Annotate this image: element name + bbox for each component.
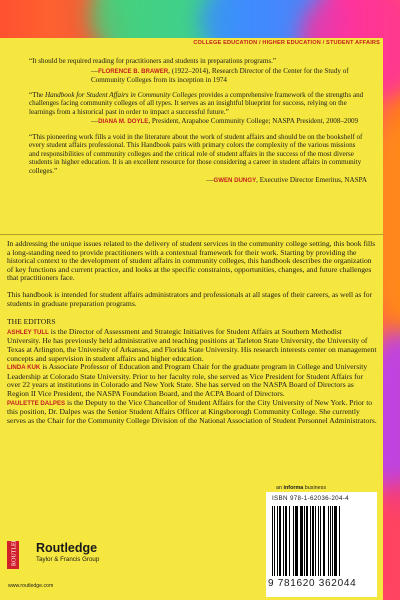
description-paragraph: In addressing the unique issues related to the delivery of student services in the community college setting, this book fills a long-standing need to provide practitioners with a contextual framework for their work. Starting by providing the historical context to the development of student affairs in community colleges, this handbook describes the organization of key functions and current practice, and looks at the specific constraints, opportunities, changes, and future challenges that practitioners face. bbox=[7, 239, 376, 283]
quote-author-desc: , President, Arapahoe Community College; NASPA President, 2008–2009 bbox=[148, 117, 359, 125]
description-paragraph: This handbook is intended for student affairs administrators and professionals at all stages of their careers, as well as for students in graduate preparation programs. bbox=[7, 289, 373, 308]
quote-author: DIANA M. DOYLE bbox=[98, 118, 149, 125]
editor-name: LINDA KUK bbox=[7, 364, 41, 372]
quote-attribution: —DIANA M. DOYLE, President, Arapahoe Community College; NASPA President, 2008–2009 bbox=[91, 117, 359, 125]
endorsement-3 bbox=[29, 133, 367, 186]
barcode bbox=[266, 492, 377, 597]
publisher-name: Routledge bbox=[36, 541, 98, 555]
quote-author-desc: , (1922–2014), Research Director of the Center for the Study of Community Colleges from its inception in 1974 bbox=[91, 66, 349, 84]
editors-heading: THE EDITORS bbox=[7, 317, 56, 327]
publisher-group: Taylor & Francis Group bbox=[36, 556, 100, 563]
editor-name: PAULETTE DALPES bbox=[7, 399, 66, 407]
svg-text:ROUTLEDGE: ROUTLEDGE bbox=[11, 541, 18, 566]
isbn-label: ISBN 978-1-62036-204-4 bbox=[272, 495, 349, 502]
editor-name: ASHLEY TULL bbox=[7, 328, 49, 336]
quote-author: FLORENCE B. BRAWER bbox=[98, 67, 169, 75]
quote-attribution: —FLORENCE B. BRAWER, (1922–2014), Research Director of the Center for the Study of Community Colleges from its inception in 1974 bbox=[91, 66, 349, 84]
category-label: COLLEGE EDUCATION / HIGHER EDUCATION / STUDENT AFFAIRS bbox=[193, 40, 380, 46]
ean-number: 9 781620 362044 bbox=[268, 578, 357, 589]
barcode-bars bbox=[272, 506, 372, 576]
editor-bio: PAULETTE DALPES is the Deputy to the Vice Chancellor of Student Affairs for the City University of New York. Prior to this position, Dr. Dalpes was the Senior Student Affairs Officer at Kingsborough Community College. She currently serves as the Chair for the Community College Division of the National Association of Student Personnel Administrators. bbox=[7, 397, 377, 425]
quote-author-desc: , Executive Director Emeritus, NASPA bbox=[256, 176, 367, 184]
editor-bio: LINDA KUK is Associate Professor of Education and Program Chair for the graduate program in College and University Leadership at Colorado State University. Prior to her faculty role, she served as Vice President for Student Affairs for over 22 years at institutions in Colorado and New York State. She has served on the NASPA Board of Directors as Region II Vice President, the NASPA Foundation Board, and the ACPA Board of Directors. bbox=[7, 362, 368, 398]
quote-attribution: —GWEN DUNGY, Executive Director Emeritus, NASPA bbox=[206, 176, 367, 184]
book-title: Handbook for Student Affairs in Community Colleges bbox=[44, 90, 197, 99]
barcode-stripe bbox=[340, 506, 341, 576]
routledge-logo-icon bbox=[7, 541, 19, 569]
editor-bio: ASHLEY TULL is the Director of Assessment and Strategic Initiatives for Student Affairs at Southern Methodist University. He has previously held administrative and teaching positions at Tarleton State University, the University of Texas at Arlington, the University of Arkansas, and Florida State University. His research interests center on management concepts and supervision in student affairs and higher education. bbox=[7, 326, 377, 363]
informa-tagline: an informa business bbox=[276, 485, 327, 491]
quote-text: “The Handbook for Student Affairs in Community Colleges provides a comprehensive framework of the strengths and challenges facing community colleges of all types. It serves as an insightful blueprint for success, relying on the learnings from a historical past in order to impact a successful future.” bbox=[29, 90, 364, 116]
publisher-url[interactable]: www.routledge.com bbox=[8, 583, 54, 589]
quote-author: GWEN DUNGY bbox=[213, 177, 257, 184]
endorsements bbox=[29, 57, 367, 192]
quote-text: “It should be required reading for practitioners and students in preparations programs.” bbox=[29, 57, 277, 65]
endorsement-1 bbox=[29, 57, 367, 85]
description-section bbox=[7, 240, 377, 425]
quote-text: “This pioneering work fills a void in the literature about the work of student affairs and should be on the bookshelf of every student affairs professional. This Handbook pairs with primary colors the complexity of the various missions and responsibilities of community colleges and the critical role of student affairs in the success of the most diverse students in higher education. It is an excellent resource for those considering a career in student affairs in community colleges.” bbox=[29, 132, 363, 175]
divider bbox=[0, 234, 383, 235]
endorsement-2 bbox=[29, 91, 367, 127]
